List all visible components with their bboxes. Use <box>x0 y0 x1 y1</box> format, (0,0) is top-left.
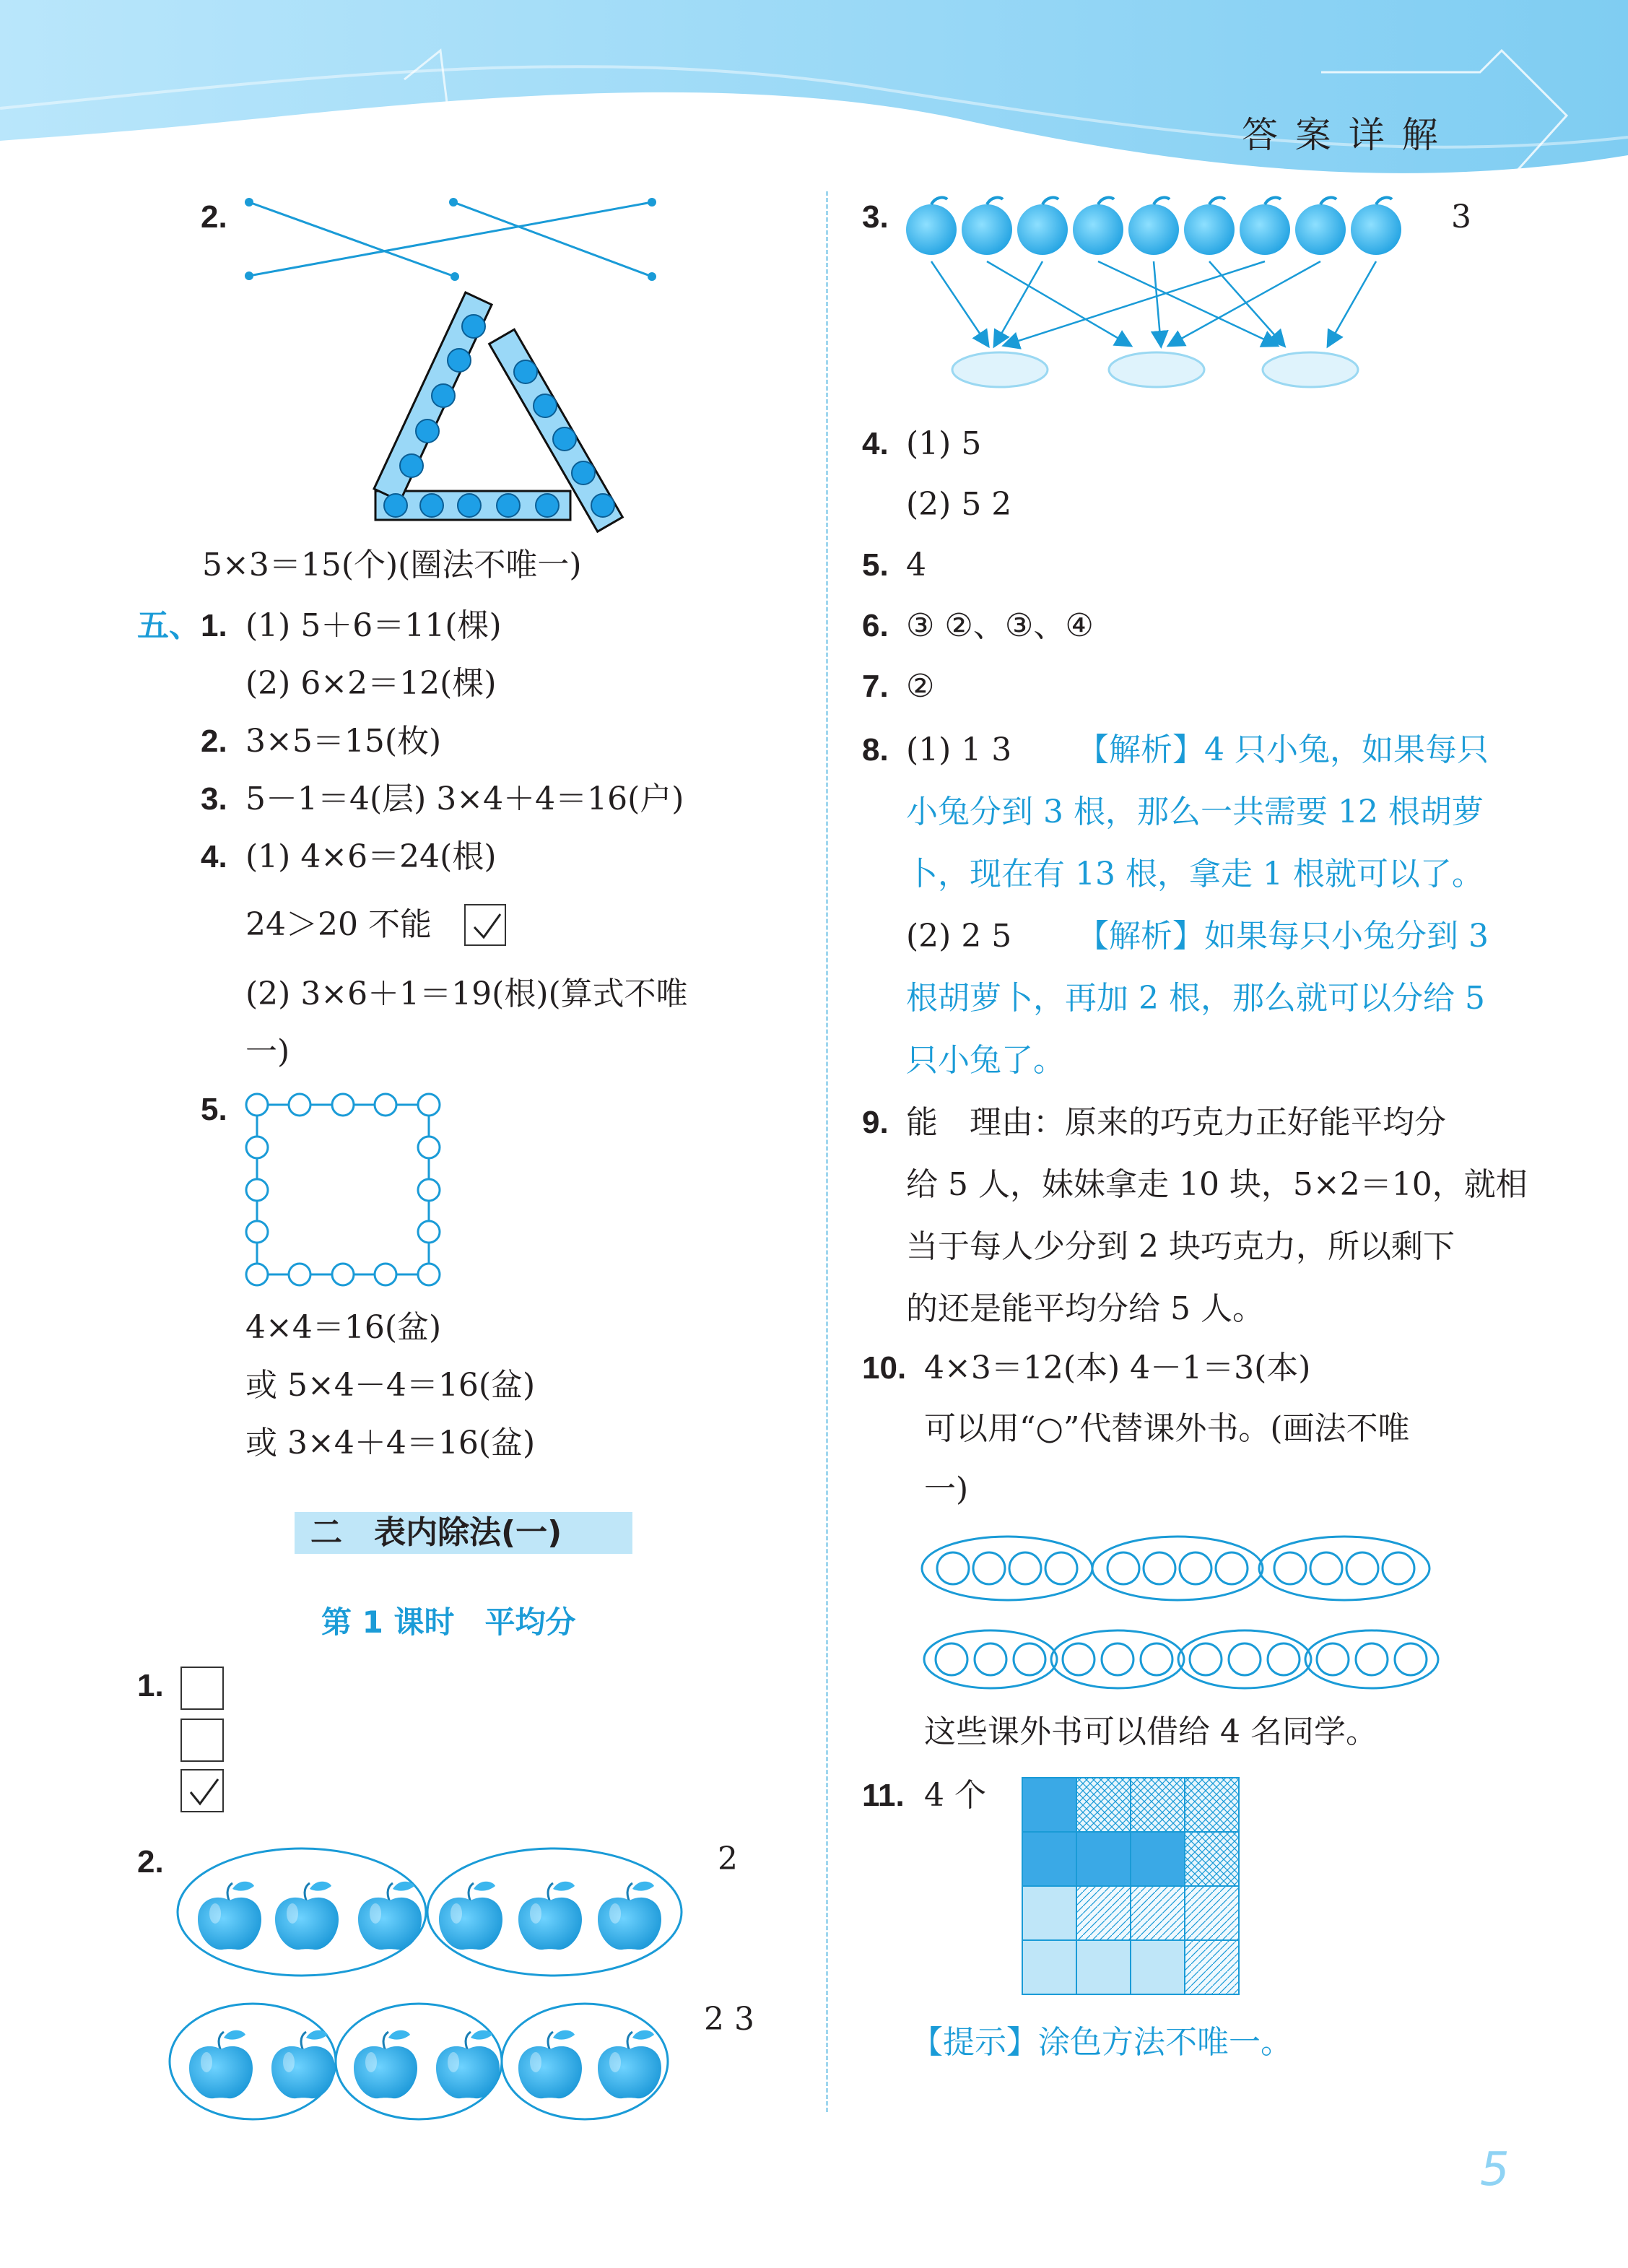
l2-answer-2: 2 3 <box>704 2001 754 2038</box>
s3-answer: 5－1＝4(层) 3×4＋4＝16(户) <box>245 781 684 817</box>
q5-label: 5. <box>862 547 889 583</box>
q3-answer: 3 <box>1451 199 1471 235</box>
q3-label: 3. <box>862 199 889 235</box>
q8-answer-b: (2) 2 5 <box>906 918 1012 955</box>
q11-label: 11. <box>862 1778 905 1813</box>
s5-answer-a: 4×4＝16(盆) <box>245 1309 442 1346</box>
q8-label: 8. <box>862 732 889 768</box>
s4-answer-a: (1) 4×6＝24(根) <box>245 838 497 875</box>
s4-answer-d: 一) <box>245 1033 290 1070</box>
q11-answer: 4 个 <box>924 1777 986 1814</box>
q9-line-2: 给 5 人，妹妹拿走 10 块，5×2＝10，就相 <box>906 1166 1528 1203</box>
q10-line-4: 这些课外书可以借给 4 名同学。 <box>924 1713 1377 1750</box>
q8-explanation-a2: 小兔分到 3 根，那么一共需要 12 根胡萝 <box>906 794 1484 830</box>
s4-label: 4. <box>201 839 227 874</box>
s2-answer: 3×5＝15(枚) <box>245 723 442 760</box>
q11-hint: 【提示】涂色方法不唯一。 <box>911 2024 1292 2061</box>
q4-answer-b: (2) 5 2 <box>906 486 1012 523</box>
header-title: 答 案 详 解 <box>1242 114 1441 156</box>
s1-answer-b: (2) 6×2＝12(棵) <box>245 665 497 702</box>
q8-explanation-a1: 【解析】4 只小兔，如果每只 <box>1077 731 1489 768</box>
unit-title: 二 表内除法(一) <box>310 1514 562 1551</box>
q7-label: 7. <box>862 669 889 704</box>
lesson-title: 第 1 课时 平均分 <box>321 1604 576 1640</box>
s4-answer-c: (2) 3×6＋1＝19(根)(算式不唯 <box>245 976 688 1012</box>
q8-explanation-b1: 【解析】如果每只小兔分到 3 <box>1077 918 1489 955</box>
page-number: 5 <box>1480 2143 1510 2197</box>
l1-label: 1. <box>137 1668 164 1703</box>
s5-label: 5. <box>201 1092 227 1127</box>
q7-answer: ② <box>906 668 935 705</box>
s3-label: 3. <box>201 781 227 817</box>
l2-label: 2. <box>137 1844 164 1880</box>
q10-line-2: 可以用“○”代替课外书。(画法不唯 <box>924 1410 1410 1447</box>
s1-label: 1. <box>201 608 227 643</box>
q2-formula: 5×3＝15(个)(圈法不唯一) <box>202 547 582 583</box>
s1-answer-a: (1) 5＋6＝11(棵) <box>245 607 502 644</box>
q10-line-3: 一) <box>924 1471 969 1508</box>
q9-label: 9. <box>862 1105 889 1140</box>
s5-answer-b: 或 5×4－4＝16(盆) <box>245 1367 536 1404</box>
q9-line-3: 当于每人少分到 2 块巧克力，所以剩下 <box>906 1228 1455 1265</box>
q9-line-1: 能 理由：原来的巧克力正好能平均分 <box>906 1104 1446 1141</box>
section-five-label: 五、 <box>137 607 201 644</box>
s2-label: 2. <box>201 724 227 759</box>
q5-answer: 4 <box>906 547 926 583</box>
s5-answer-c: 或 3×4＋4＝16(盆) <box>245 1425 536 1461</box>
q4-label: 4. <box>862 426 889 461</box>
q9-line-4: 的还是能平均分给 5 人。 <box>906 1290 1264 1327</box>
q8-explanation-a3: 卜，现在有 13 根，拿走 1 根就可以了。 <box>906 856 1484 892</box>
q10-line-1: 4×3＝12(本) 4－1＝3(本) <box>924 1350 1311 1386</box>
q8-explanation-b3: 只小兔了。 <box>906 1042 1065 1079</box>
s4-answer-b: 24＞20 不能 <box>245 906 432 943</box>
q6-label: 6. <box>862 608 889 643</box>
q6-answer: ③ ②、③、④ <box>906 607 1094 644</box>
q8-explanation-b2: 根胡萝卜，再加 2 根，那么就可以分给 5 <box>906 980 1485 1017</box>
q4-answer-a: (1) 5 <box>906 425 982 462</box>
q2-label: 2. <box>201 199 227 235</box>
q10-label: 10. <box>862 1350 907 1386</box>
l2-answer-1: 2 <box>718 1841 738 1877</box>
q8-answer-a: (1) 1 3 <box>906 731 1012 768</box>
